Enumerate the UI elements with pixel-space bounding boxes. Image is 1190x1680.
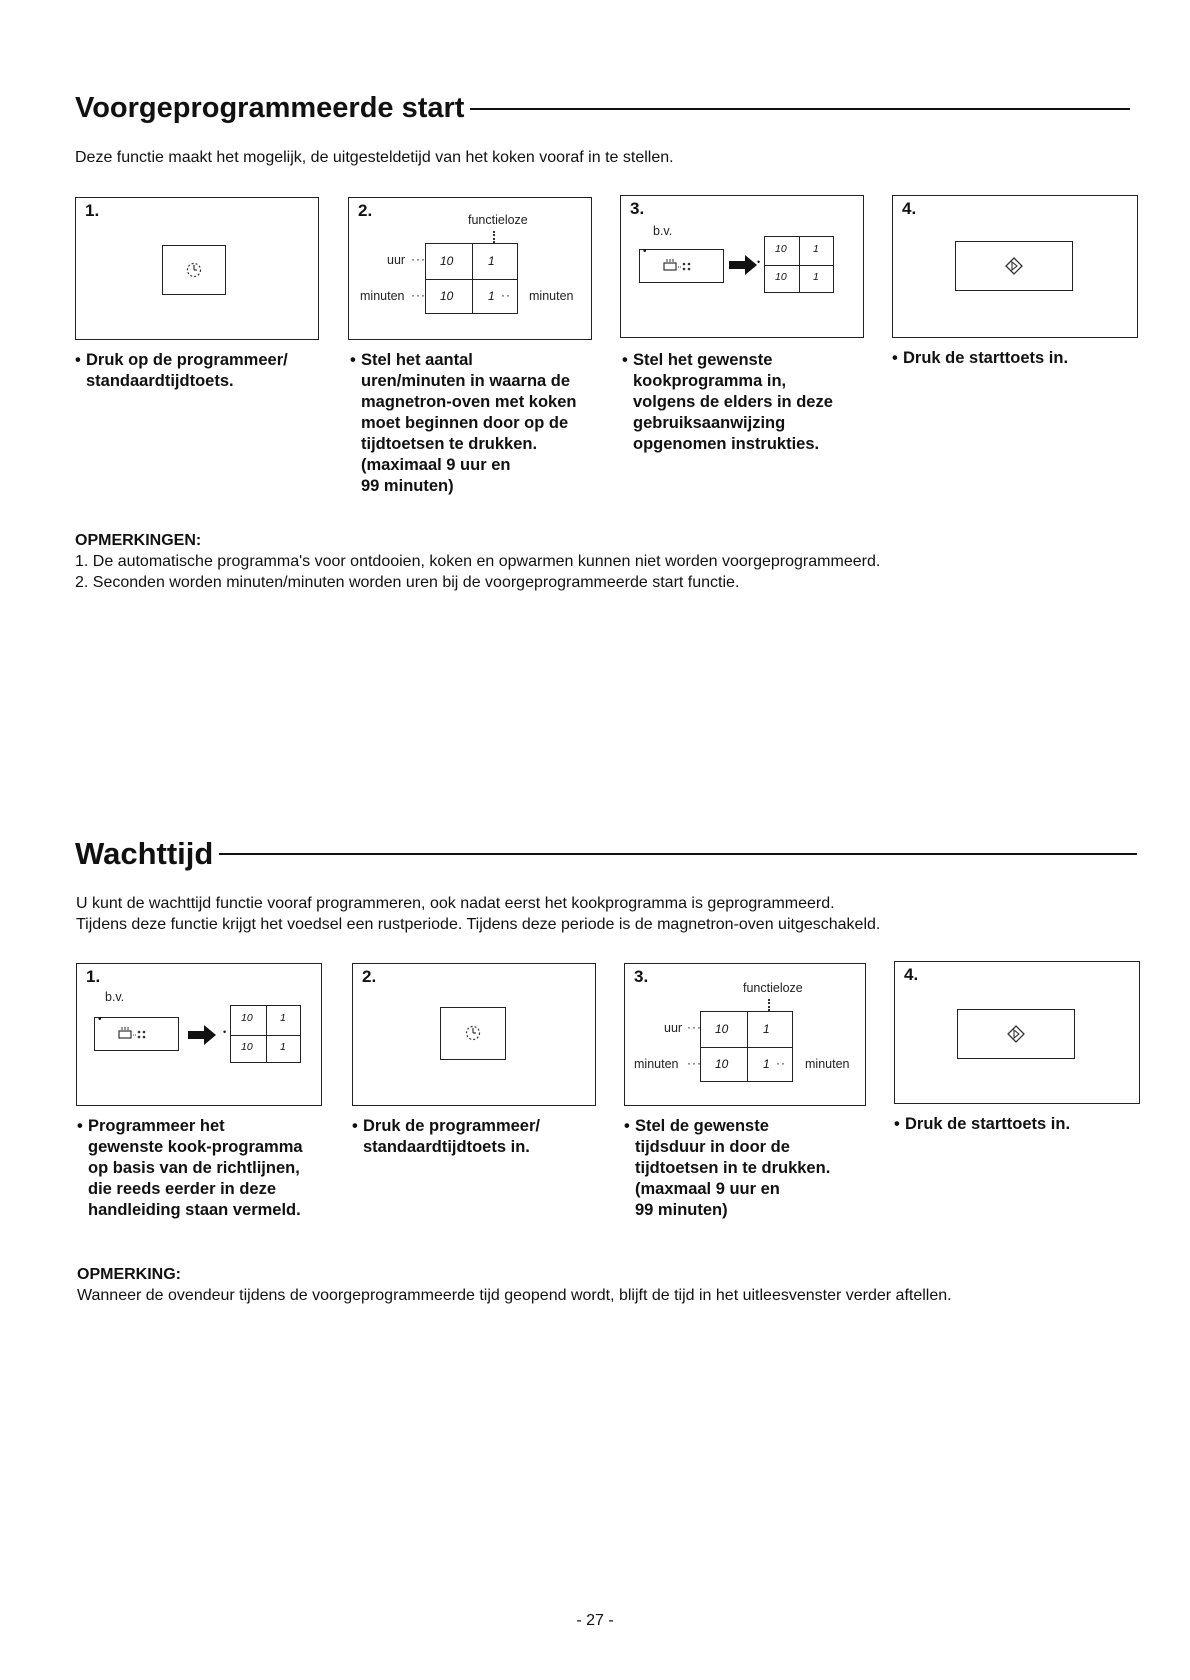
title-rule bbox=[470, 108, 1130, 110]
remarks-heading: OPMERKING: bbox=[77, 1266, 181, 1283]
time-key-grid bbox=[700, 1011, 793, 1082]
s1-step2-caption: • Stel het aantal uren/minuten in waarna de magnetron-oven met koken moet beginnen door op de tijdtoetsen te drukken. (maximaal 9 uur en 99 minuten) bbox=[350, 351, 577, 495]
clock-icon bbox=[463, 1023, 483, 1043]
label-minuten-left: minuten bbox=[634, 1057, 679, 1071]
remark-item: 1. De automatische programma's voor ontdooien, koken en opwarmen kunnen niet worden voorgeprogrammeerd. bbox=[75, 553, 881, 570]
s1-step1-box bbox=[75, 197, 319, 340]
step-number: 2. bbox=[358, 201, 373, 220]
clock-icon bbox=[184, 260, 204, 280]
start-icon bbox=[1007, 1025, 1025, 1043]
section2-intro bbox=[76, 893, 880, 935]
display-panel: • bbox=[94, 1017, 179, 1051]
key-10-hours: 10 bbox=[715, 1022, 729, 1036]
s1-step4-box bbox=[892, 195, 1138, 338]
label-functieloze: functieloze bbox=[468, 213, 528, 227]
label-bv: b.v. bbox=[105, 990, 125, 1004]
s1-step1-caption: • Druk op de programmeer/ standaardtijdtoets. bbox=[75, 351, 288, 390]
key-1-hours: 1 bbox=[813, 243, 819, 255]
key-1-minutes: 1 bbox=[488, 289, 495, 303]
dotted-leader: ··· bbox=[687, 1020, 702, 1034]
s2-step2-box bbox=[352, 963, 596, 1106]
s1-remarks bbox=[75, 530, 880, 593]
key-1-minutes: 1 bbox=[813, 271, 819, 283]
label-functieloze: functieloze bbox=[743, 981, 803, 995]
s1-step3-caption: • Stel het gewenste kookprogramma in, volgens de elders in deze gebruiksaanwijzing opgenomen instrukties. bbox=[622, 351, 833, 453]
s2-step1-box bbox=[76, 963, 322, 1106]
dotted-leader bbox=[493, 231, 497, 243]
label-uur: uur bbox=[387, 253, 406, 267]
s2-step1-caption: • Programmeer het gewenste kook-programma op basis van de richtlijnen, die reeds eerder in deze handleiding staan vermeld. bbox=[77, 1117, 303, 1219]
step-number: 1. bbox=[85, 201, 100, 220]
dotted-leader: ··· bbox=[411, 288, 426, 302]
arrow-right-icon bbox=[729, 254, 759, 276]
s2-step3-caption: • Stel de gewenste tijdsduur in door de tijdtoetsen in te drukken. (maxmaal 9 uur en 99 minuten) bbox=[624, 1117, 831, 1219]
s1-step3-box bbox=[620, 195, 864, 338]
label-bv: b.v. bbox=[653, 224, 673, 238]
s1-step4-caption: • Druk de starttoets in. bbox=[892, 349, 1069, 367]
start-key bbox=[955, 241, 1073, 291]
key-10-hours: 10 bbox=[775, 243, 787, 255]
time-key-grid bbox=[425, 243, 518, 314]
cooking-program-icon bbox=[117, 1026, 157, 1042]
dotted-leader: ··· bbox=[411, 252, 426, 266]
s2-step4-caption: • Druk de starttoets in. bbox=[894, 1115, 1071, 1133]
remarks-heading: OPMERKINGEN: bbox=[75, 532, 202, 549]
dotted-leader: ··· bbox=[687, 1056, 702, 1070]
section2-title bbox=[75, 836, 1137, 872]
key-1-hours: 1 bbox=[488, 254, 495, 268]
label-minuten-right: minuten bbox=[805, 1057, 850, 1071]
timer-key bbox=[440, 1007, 506, 1060]
timer-key bbox=[162, 245, 226, 295]
dotted-leader bbox=[768, 999, 772, 1011]
step-number: 3. bbox=[630, 199, 645, 218]
section1-title-text: Voorgeprogrammeerde start bbox=[75, 92, 465, 124]
section1-intro: Deze functie maakt het mogelijk, de uitgesteldetijd van het koken vooraf in te stellen. bbox=[75, 149, 674, 166]
s2-step2-caption: • Druk de programmeer/ standaardtijdtoets in. bbox=[352, 1117, 540, 1156]
s1-step2-box bbox=[348, 197, 592, 340]
section1-title bbox=[75, 92, 1130, 125]
step-number: 2. bbox=[362, 967, 377, 986]
key-10-hours: 10 bbox=[241, 1012, 253, 1024]
time-key-grid: • 10 1 10 1 bbox=[230, 1005, 301, 1063]
label-uur: uur bbox=[664, 1021, 683, 1035]
title-rule bbox=[219, 853, 1137, 855]
remark-item: Wanneer de ovendeur tijdens de voorgeprogrammeerde tijd geopend wordt, blijft de tijd in het uitleesvenster verder aftellen. bbox=[77, 1287, 952, 1304]
key-10-minutes: 10 bbox=[715, 1057, 729, 1071]
s2-step3-box bbox=[624, 963, 866, 1106]
key-1-minutes: 1 bbox=[763, 1057, 770, 1071]
arrow-right-icon bbox=[188, 1024, 218, 1046]
time-key-grid: • 10 1 10 1 bbox=[764, 236, 834, 293]
dotted-leader: ·· bbox=[776, 1056, 786, 1070]
cooking-program-icon bbox=[662, 258, 702, 274]
dotted-leader: ·· bbox=[501, 288, 511, 302]
start-key bbox=[957, 1009, 1075, 1059]
key-1-hours: 1 bbox=[763, 1022, 770, 1036]
step-number: 3. bbox=[634, 967, 649, 986]
remark-item: 2. Seconden worden minuten/minuten worden uren bij de voorgeprogrammeerde start functie. bbox=[75, 574, 740, 591]
key-1-minutes: 1 bbox=[280, 1041, 286, 1053]
intro-line: U kunt de wachttijd functie vooraf programmeren, ook nadat eerst het kookprogramma is geprogrammeerd. bbox=[76, 895, 835, 912]
display-panel: • bbox=[639, 249, 724, 283]
step-number: 4. bbox=[904, 965, 919, 984]
key-1-hours: 1 bbox=[280, 1012, 286, 1024]
section2-title-text: Wachttijd bbox=[75, 836, 214, 871]
s2-remarks bbox=[77, 1264, 952, 1306]
step-number: 1. bbox=[86, 967, 101, 986]
key-10-minutes: 10 bbox=[775, 271, 787, 283]
s2-step4-box bbox=[894, 961, 1140, 1104]
intro-line: Tijdens deze functie krijgt het voedsel een rustperiode. Tijdens deze periode is de magnetron-oven uitgeschakeld. bbox=[76, 916, 881, 933]
page-number: - 27 - bbox=[576, 1612, 614, 1629]
label-minuten-left: minuten bbox=[360, 289, 405, 303]
key-10-minutes: 10 bbox=[241, 1041, 253, 1053]
key-10-hours: 10 bbox=[440, 254, 454, 268]
step-number: 4. bbox=[902, 199, 917, 218]
key-10-minutes: 10 bbox=[440, 289, 454, 303]
start-icon bbox=[1005, 257, 1023, 275]
label-minuten-right: minuten bbox=[529, 289, 574, 303]
